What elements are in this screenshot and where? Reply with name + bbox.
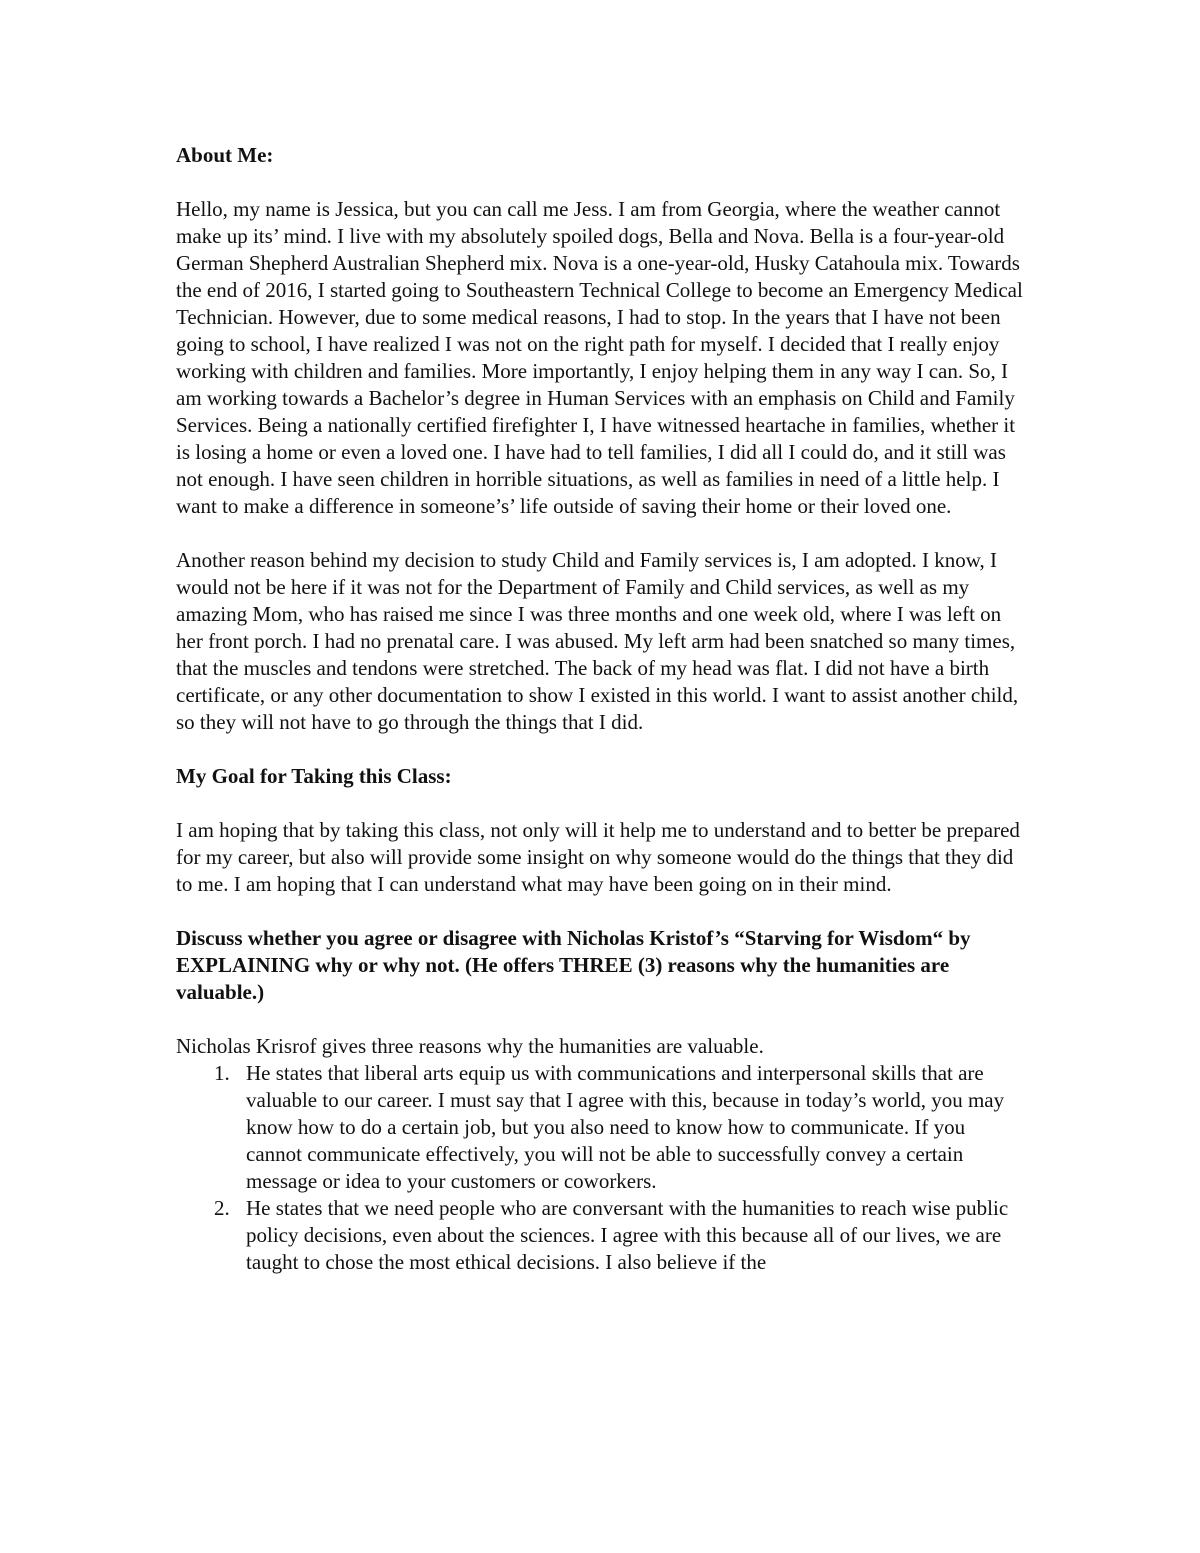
goal-heading: My Goal for Taking this Class: [176, 764, 452, 788]
spacer [176, 736, 1026, 763]
list-item [176, 1060, 1026, 1195]
list-item-number: 2. [214, 1196, 230, 1220]
goal-paragraph: I am hoping that by taking this class, not only will it help me to understand and to better be prepared for my career, but also will provide some insight on why someone would do the things that they did to me. I am hoping that I can understand what may have been going on in their mind. [176, 818, 1020, 896]
list-item-number: 1. [214, 1061, 230, 1085]
discussion-heading: Discuss whether you agree or disagree with Nicholas Kristof’s “Starving for Wisdom“ by EXPLAINING why or why not. (He offers THREE (3) reasons why the humanities are valuable.) [176, 926, 971, 1004]
list-item [176, 1195, 1026, 1276]
discussion-intro: Nicholas Krisrof gives three reasons why the humanities are valuable. [176, 1034, 764, 1058]
about-paragraph-1: Hello, my name is Jessica, but you can call me Jess. I am from Georgia, where the weather cannot make up its’ mind. I live with my absolutely spoiled dogs, Bella and Nova. Bella is a four-year-old German Shepherd Australian Shepherd mix. Nova is a one-year-old, Husky Catahoula mix. Towards the end of 2016, I started going to Southeastern Technical College to become an Emergency Medical Technician. However, due to some medical reasons, I had to stop. In the years that I have not been going to school, I have realized I was not on the right path for myself. I decided that I really enjoy working with children and families. More importantly, I enjoy helping them in any way I can. So, I am working towards a Bachelor’s degree in Human Services with an emphasis on Child and Family Services. Being a nationally certified firefighter I, I have witnessed heartache in families, whether it is losing a home or even a loved one. I have had to tell families, I did all I could do, and it still was not enough. I have seen children in horrible situations, as well as families in need of a little help. I want to make a difference in someone’s’ life outside of saving their home or their loved one. [176, 197, 1023, 518]
spacer [176, 520, 1026, 547]
about-heading: About Me: [176, 143, 274, 167]
reasons-list [176, 1060, 1026, 1276]
spacer [176, 790, 1026, 817]
list-item-text: He states that liberal arts equip us with communications and interpersonal skills that are valuable to our career. I must say that I agree with this, because in today’s world, you may know how to do a certain job, but you also need to know how to communicate. If you cannot communicate effectively, you will not be able to successfully convey a certain message or idea to your customers or coworkers. [246, 1061, 1005, 1193]
list-item-text: He states that we need people who are conversant with the humanities to reach wise public policy decisions, even about the sciences. I agree with this because all of our lives, we are taught to chose the most ethical decisions. I also believe if the [246, 1196, 1009, 1274]
spacer [176, 1006, 1026, 1033]
document-page [176, 142, 1026, 1276]
spacer [176, 169, 1026, 196]
spacer [176, 898, 1026, 925]
about-paragraph-2: Another reason behind my decision to study Child and Family services is, I am adopted. I know, I would not be here if it was not for the Department of Family and Child services, as well as my amazing Mom, who has raised me since I was three months and one week old, where I was left on her front porch. I had no prenatal care. I was abused. My left arm had been snatched so many times, that the muscles and tendons were stretched. The back of my head was flat. I did not have a birth certificate, or any other documentation to show I existed in this world. I want to assist another child, so they will not have to go through the things that I did. [176, 548, 1019, 734]
